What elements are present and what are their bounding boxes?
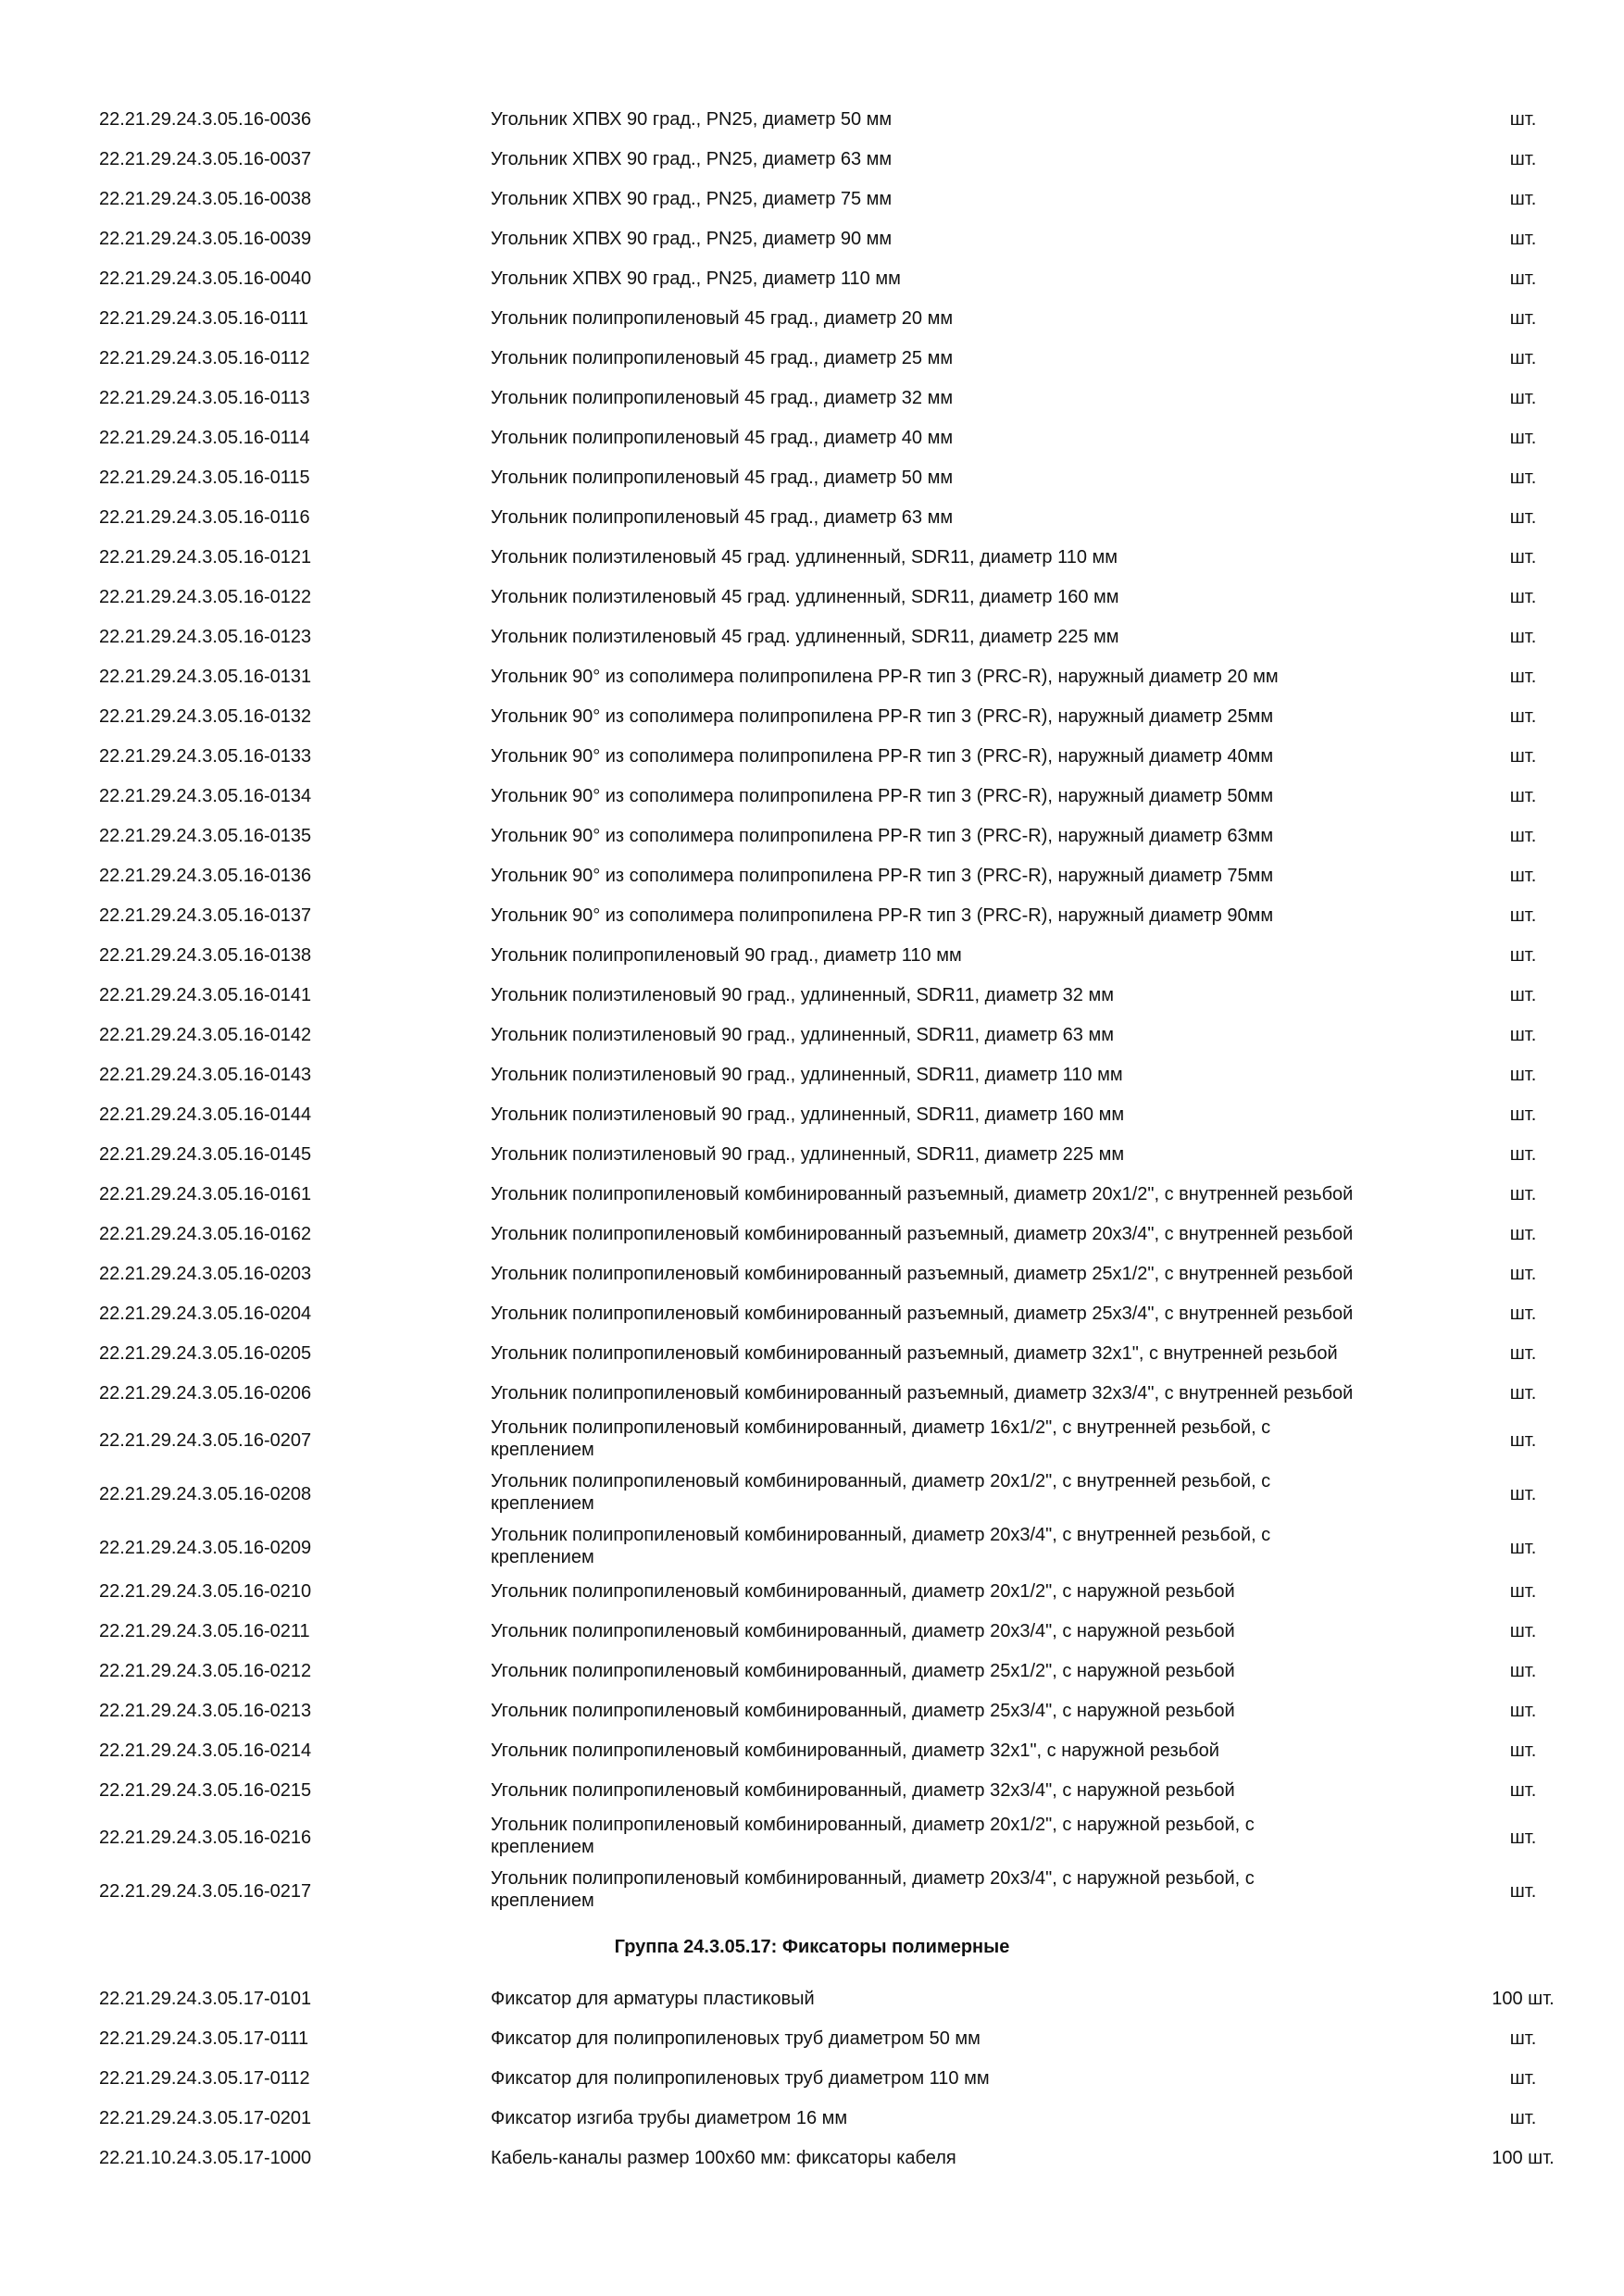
row-unit: шт. [1509,667,1537,687]
row-unit: шт. [1509,706,1537,727]
row-code: 22.21.29.24.3.05.16-0161 [99,1184,312,1204]
row-name: Угольник ХПВХ 90 град., PN25, диаметр 50 мм [491,109,893,130]
row-unit: шт. [1509,1025,1537,1045]
row-name: Угольник полипропиленовый комбинированный разъемный, диаметр 20х1/2", с внутренней резьбой [491,1184,1354,1204]
row-code: 22.21.29.24.3.05.16-0205 [99,1343,312,1364]
row-code: 22.21.29.24.3.05.17-0201 [99,2108,312,2128]
row-name: Угольник полипропиленовый 45 град., диаметр 20 мм [491,308,954,329]
row-code: 22.21.29.24.3.05.16-0134 [99,786,312,806]
row-code: 22.21.29.24.3.05.16-0145 [99,1144,312,1165]
row-unit: шт. [1509,1224,1537,1244]
row-unit: шт. [1509,388,1537,408]
row-unit: шт. [1509,1701,1537,1721]
row-name: Угольник полиэтиленовый 90 град., удлиненный, SDR11, диаметр 32 мм [491,985,1114,1005]
row-code: 22.21.29.24.3.05.16-0213 [99,1701,312,1721]
row-code: 22.21.29.24.3.05.16-0208 [99,1484,312,1504]
row-name: Угольник полиэтиленовый 90 град., удлиненный, SDR11, диаметр 63 мм [491,1025,1114,1045]
row-code: 22.21.29.24.3.05.16-0036 [99,109,312,130]
row-code: 22.21.29.24.3.05.17-0101 [99,1989,312,2009]
row-code: 22.21.29.24.3.05.16-0142 [99,1025,312,1045]
row-name: Угольник 90° из сополимера полипропилена PP-R тип 3 (PRC-R), наружный диаметр 75мм [491,866,1274,886]
row-name: Угольник ХПВХ 90 град., PN25, диаметр 90 мм [491,229,893,249]
row-code: 22.21.29.24.3.05.16-0216 [99,1828,312,1848]
row-name: Угольник полипропиленовый комбинированный, диаметр 20х3/4", с наружной резьбой, с креплением [491,1868,1255,1911]
row-name: Угольник ХПВХ 90 град., PN25, диаметр 110 мм [491,268,901,289]
row-code: 22.21.29.24.3.05.16-0211 [99,1621,310,1641]
row-code: 22.21.29.24.3.05.17-0112 [99,2068,310,2089]
row-unit: 100 шт. [1492,1989,1555,2009]
row-code: 22.21.29.24.3.05.16-0141 [99,985,312,1005]
row-name: Угольник 90° из сополимера полипропилена PP-R тип 3 (PRC-R), наружный диаметр 40мм [491,746,1274,767]
row-name: Угольник 90° из сополимера полипропилена PP-R тип 3 (PRC-R), наружный диаметр 20 мм [491,667,1279,687]
row-name: Угольник полипропиленовый комбинированный, диаметр 32х1", с наружной резьбой [491,1741,1219,1761]
row-code: 22.21.10.24.3.05.17-1000 [99,2148,312,2168]
row-unit: шт. [1509,1304,1537,1324]
row-code: 22.21.29.24.3.05.16-0144 [99,1104,312,1125]
row-unit: шт. [1509,1621,1537,1641]
row-unit: шт. [1509,1881,1537,1902]
row-name: Угольник полипропиленовый комбинированный, диаметр 25х1/2", с наружной резьбой [491,1661,1235,1681]
row-code: 22.21.29.24.3.05.16-0162 [99,1224,312,1244]
row-unit: шт. [1509,1383,1537,1404]
row-unit: шт. [1509,2028,1537,2049]
row-name: Угольник полиэтиленовый 90 град., удлиненный, SDR11, диаметр 110 мм [491,1065,1123,1085]
row-name: Угольник полипропиленовый 45 град., диаметр 63 мм [491,507,954,528]
row-code: 22.21.29.24.3.05.16-0038 [99,189,312,209]
row-unit: шт. [1509,1538,1537,1558]
row-unit: шт. [1509,229,1537,249]
row-name: Угольник ХПВХ 90 град., PN25, диаметр 63 мм [491,149,893,169]
row-unit: шт. [1509,1343,1537,1364]
row-unit: шт. [1509,905,1537,926]
row-unit: 100 шт. [1492,2148,1555,2168]
row-code: 22.21.29.24.3.05.16-0203 [99,1264,312,1284]
row-name: Угольник полипропиленовый комбинированный, диаметр 20х1/2", с наружной резьбой [491,1581,1235,1602]
row-unit: шт. [1509,308,1537,329]
row-code: 22.21.29.24.3.05.16-0207 [99,1430,312,1451]
row-name: Фиксатор изгиба трубы диаметром 16 мм [491,2108,848,2128]
row-name: Угольник полиэтиленовый 90 град., удлиненный, SDR11, диаметр 225 мм [491,1144,1125,1165]
row-code: 22.21.29.24.3.05.16-0123 [99,627,312,647]
row-code: 22.21.29.24.3.05.16-0131 [99,667,312,687]
row-code: 22.21.29.24.3.05.16-0133 [99,746,312,767]
row-name: Угольник полипропиленовый комбинированный разъемный, диаметр 20х3/4", с внутренней резьбой [491,1224,1354,1244]
row-unit: шт. [1509,348,1537,368]
row-code: 22.21.29.24.3.05.16-0115 [99,468,310,488]
row-unit: шт. [1509,1741,1537,1761]
row-name: Угольник полипропиленовый комбинированный, диаметр 25х3/4", с наружной резьбой [491,1701,1235,1721]
row-unit: шт. [1509,1104,1537,1125]
row-unit: шт. [1509,587,1537,607]
row-code: 22.21.29.24.3.05.16-0039 [99,229,312,249]
row-code: 22.21.29.24.3.05.17-0111 [99,2028,309,2049]
row-code: 22.21.29.24.3.05.16-0040 [99,268,312,289]
row-code: 22.21.29.24.3.05.16-0037 [99,149,312,169]
row-unit: шт. [1509,428,1537,448]
row-unit: шт. [1509,1828,1537,1848]
row-name: Угольник 90° из сополимера полипропилена PP-R тип 3 (PRC-R), наружный диаметр 25мм [491,706,1274,727]
row-name: Угольник полипропиленовый комбинированный разъемный, диаметр 25х3/4", с внутренней резьбой [491,1304,1354,1324]
row-unit: шт. [1509,547,1537,568]
row-name: Угольник полипропиленовый комбинированный, диаметр 16х1/2", с внутренней резьбой, с креплением [491,1417,1271,1460]
group-title: Группа 24.3.05.17: Фиксаторы полимерные [614,1937,1010,1957]
row-unit: шт. [1509,468,1537,488]
row-unit: шт. [1509,2108,1537,2128]
row-name: Угольник полипропиленовый 90 град., диаметр 110 мм [491,945,962,966]
row-name: Угольник полипропиленовый комбинированный, диаметр 20х3/4", с наружной резьбой [491,1621,1235,1641]
row-code: 22.21.29.24.3.05.16-0143 [99,1065,312,1085]
row-name: Угольник полиэтиленовый 45 град. удлиненный, SDR11, диаметр 110 мм [491,547,1118,568]
row-unit: шт. [1509,945,1537,966]
row-code: 22.21.29.24.3.05.16-0116 [99,507,310,528]
row-code: 22.21.29.24.3.05.16-0206 [99,1383,312,1404]
row-name: Угольник полиэтиленовый 45 град. удлиненный, SDR11, диаметр 160 мм [491,587,1119,607]
row-unit: шт. [1509,826,1537,846]
row-unit: шт. [1509,1581,1537,1602]
row-unit: шт. [1509,1184,1537,1204]
row-name: Угольник полипропиленовый комбинированный, диаметр 20х1/2", с наружной резьбой, с креплением [491,1815,1255,1857]
row-name: Фиксатор для арматуры пластиковый [491,1989,815,2009]
row-code: 22.21.29.24.3.05.16-0113 [99,388,310,408]
row-unit: шт. [1509,786,1537,806]
row-name: Угольник полипропиленовый 45 град., диаметр 25 мм [491,348,954,368]
row-code: 22.21.29.24.3.05.16-0212 [99,1661,312,1681]
row-code: 22.21.29.24.3.05.16-0215 [99,1780,312,1801]
row-unit: шт. [1509,985,1537,1005]
row-code: 22.21.29.24.3.05.16-0111 [99,308,309,329]
row-name: Угольник 90° из сополимера полипропилена PP-R тип 3 (PRC-R), наружный диаметр 50мм [491,786,1274,806]
row-code: 22.21.29.24.3.05.16-0138 [99,945,312,966]
row-code: 22.21.29.24.3.05.16-0132 [99,706,312,727]
row-unit: шт. [1509,1780,1537,1801]
row-code: 22.21.29.24.3.05.16-0137 [99,905,312,926]
row-name: Кабель-каналы размер 100х60 мм: фиксаторы кабеля [491,2148,956,2168]
row-name: Угольник полипропиленовый комбинированный, диаметр 20х3/4", с внутренней резьбой, с креплением [491,1525,1271,1567]
row-unit: шт. [1509,507,1537,528]
row-code: 22.21.29.24.3.05.16-0121 [99,547,312,568]
row-name: Угольник полиэтиленовый 90 град., удлиненный, SDR11, диаметр 160 мм [491,1104,1125,1125]
row-unit: шт. [1509,109,1537,130]
row-unit: шт. [1509,1264,1537,1284]
row-name: Угольник полипропиленовый комбинированный разъемный, диаметр 32х3/4", с внутренней резьбой [491,1383,1354,1404]
row-name: Угольник полипропиленовый 45 град., диаметр 40 мм [491,428,954,448]
row-code: 22.21.29.24.3.05.16-0135 [99,826,312,846]
row-name: Угольник полипропиленовый комбинированный, диаметр 20х1/2", с внутренней резьбой, с креплением [491,1471,1271,1514]
row-code: 22.21.29.24.3.05.16-0112 [99,348,310,368]
row-code: 22.21.29.24.3.05.16-0122 [99,587,312,607]
row-unit: шт. [1509,1661,1537,1681]
row-name: Фиксатор для полипропиленовых труб диаметром 110 мм [491,2068,990,2089]
row-unit: шт. [1509,1484,1537,1504]
row-unit: шт. [1509,268,1537,289]
row-code: 22.21.29.24.3.05.16-0204 [99,1304,312,1324]
row-name: Угольник полипропиленовый комбинированный, диаметр 32х3/4", с наружной резьбой [491,1780,1235,1801]
row-code: 22.21.29.24.3.05.16-0209 [99,1538,312,1558]
row-code: 22.21.29.24.3.05.16-0136 [99,866,312,886]
row-unit: шт. [1509,149,1537,169]
row-name: Угольник ХПВХ 90 град., PN25, диаметр 75 мм [491,189,893,209]
row-code: 22.21.29.24.3.05.16-0214 [99,1741,312,1761]
row-unit: шт. [1509,2068,1537,2089]
row-unit: шт. [1509,189,1537,209]
row-name: Угольник 90° из сополимера полипропилена PP-R тип 3 (PRC-R), наружный диаметр 63мм [491,826,1274,846]
row-unit: шт. [1509,1430,1537,1451]
row-code: 22.21.29.24.3.05.16-0210 [99,1581,312,1602]
row-unit: шт. [1509,1065,1537,1085]
row-name: Угольник полиэтиленовый 45 град. удлиненный, SDR11, диаметр 225 мм [491,627,1119,647]
row-unit: шт. [1509,1144,1537,1165]
row-name: Угольник 90° из сополимера полипропилена PP-R тип 3 (PRC-R), наружный диаметр 90мм [491,905,1274,926]
row-unit: шт. [1509,627,1537,647]
row-name: Угольник полипропиленовый комбинированный разъемный, диаметр 25х1/2", с внутренней резьбой [491,1264,1354,1284]
row-code: 22.21.29.24.3.05.16-0217 [99,1881,312,1902]
row-name: Угольник полипропиленовый комбинированный разъемный, диаметр 32х1", с внутренней резьбой [491,1343,1338,1364]
row-name: Фиксатор для полипропиленовых труб диаметром 50 мм [491,2028,981,2049]
row-name: Угольник полипропиленовый 45 град., диаметр 50 мм [491,468,954,488]
row-unit: шт. [1509,866,1537,886]
row-unit: шт. [1509,746,1537,767]
row-code: 22.21.29.24.3.05.16-0114 [99,428,310,448]
row-name: Угольник полипропиленовый 45 град., диаметр 32 мм [491,388,954,408]
